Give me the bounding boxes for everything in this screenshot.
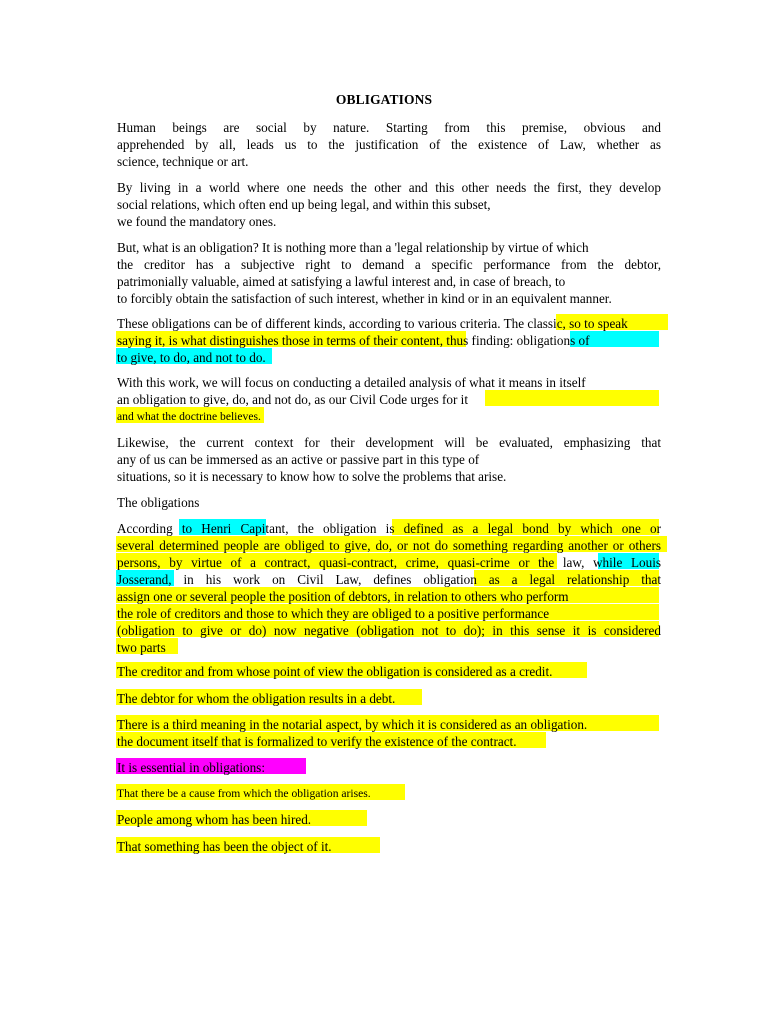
paragraph-line: several determined people are obliged to give, do, or not do something regarding another or others [117, 538, 661, 553]
paragraph-line: But, what is an obligation? It is nothing more than a 'legal relationship by virtue of which [117, 240, 589, 255]
paragraph-line: to give, to do, and not to do. [117, 350, 266, 365]
paragraph-line: The debtor for whom the obligation results in a debt. [117, 691, 396, 706]
paragraph-line: Josserand, in his work on Civil Law, defines obligation as a legal relationship that [117, 572, 661, 587]
paragraph-line: (obligation to give or do) now negative (obligation not to do); in this sense it is considered [117, 623, 661, 638]
section-heading: The obligations [117, 495, 200, 510]
paragraph-line: assign one or several people the position of debtors, in relation to others who perform [117, 589, 569, 604]
paragraph-line: Likewise, the current context for their development will be evaluated, emphasizing that [117, 435, 661, 450]
paragraph-line: an obligation to give, do, and not do, as our Civil Code urges for it [117, 392, 469, 407]
paragraph-line: With this work, we will focus on conducting a detailed analysis of what it means in itself [117, 375, 586, 390]
paragraph-line: apprehended by all, leads us to the justification of the existence of Law, whether as [117, 137, 661, 152]
paragraph-line: social relations, which often end up being legal, and within this subset, [117, 197, 491, 212]
paragraph-line: Human beings are social by nature. Starting from this premise, obvious and [117, 120, 661, 135]
paragraph-line: and what the doctrine believes. [117, 410, 261, 423]
paragraph-line: situations, so it is necessary to know how to solve the problems that arise. [117, 469, 507, 484]
paragraph-line: The creditor and from whose point of view the obligation is considered as a credit. [117, 664, 553, 679]
paragraph-line: science, technique or art. [117, 154, 249, 169]
paragraph-line: saying it, is what distinguishes those in terms of their content, thus finding: obligations of [117, 333, 590, 348]
paragraph-line: According to Henri Capitant, the obligation is defined as a legal bond by which one or [117, 521, 661, 536]
paragraph-line: to forcibly obtain the satisfaction of such interest, whether in kind or in an equivalent manner. [117, 291, 612, 306]
paragraph-line: we found the mandatory ones. [117, 214, 277, 229]
paragraph-line: patrimonially valuable, aimed at satisfying a lawful interest and, in case of breach, to [117, 274, 566, 289]
paragraph-line: That there be a cause from which the obligation arises. [117, 787, 371, 800]
paragraph-line: That something has been the object of it. [117, 839, 332, 854]
paragraph-line: By living in a world where one needs the other and this other needs the first, they develop [117, 180, 661, 195]
paragraph-line: People among whom has been hired. [117, 812, 312, 827]
paragraph-line: These obligations can be of different kinds, according to various criteria. The classic, so to speak [117, 316, 628, 331]
paragraph-line: There is a third meaning in the notarial aspect, by which it is considered as an obligation. [117, 717, 588, 732]
paragraph-line: two parts [117, 640, 166, 655]
paragraph-line: any of us can be immersed as an active or passive part in this type of [117, 452, 480, 467]
document-title: OBLIGATIONS [335, 92, 433, 107]
paragraph-line: the document itself that is formalized to verify the existence of the contract. [117, 734, 517, 749]
paragraph-line: the creditor has a subjective right to demand a specific performance from the debtor, [117, 257, 661, 272]
paragraph-line: the role of creditors and those to which they are obliged to a positive performance [117, 606, 550, 621]
paragraph-line: persons, by virtue of a contract, quasi-contract, crime, quasi-crime or the law, while Louis [117, 555, 661, 570]
highlight-yellow [485, 390, 659, 406]
paragraph-line: It is essential in obligations: [117, 760, 265, 775]
